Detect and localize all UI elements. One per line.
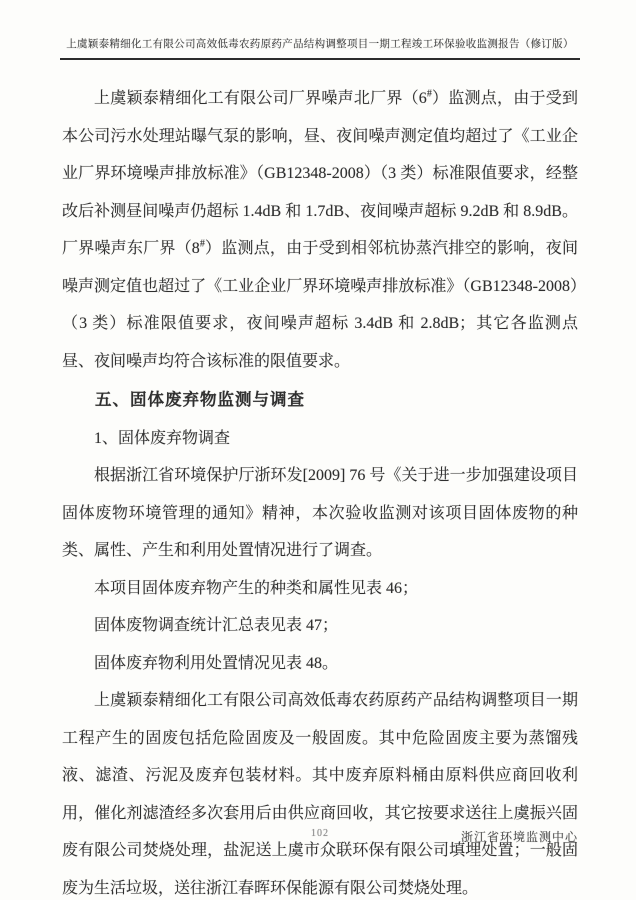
running-header-title: 上虞颖泰精细化工有限公司高效低毒农药原药产品结构调整项目一期工程竣工环保验收监测报告（修订版） [60, 36, 580, 60]
disposal-description-paragraph: 上虞颖泰精细化工有限公司高效低毒农药原药产品结构调整项目一期工程产生的固废包括危险固废及一般固废。其中危险固废主要为蒸馏残液、滤渣、污泥及废弃包装材料。其中废弃原料桶由原料供应商回收利用，催化剂滤渣经多次套用后由供应商回收，其它按要求送往上虞振兴固废有限公司焚烧处理，盐泥送上虞市众联环保有限公司填埋处置；一般固废为生活垃圾，送往浙江春晖环保能源有限公司焚烧处理。 [62, 692, 578, 897]
section-heading-solid-waste: 五、固体废弃物监测与调查 [95, 391, 305, 409]
table-reference-47: 固体废物调查统计汇总表见表 47； [94, 617, 339, 634]
noise-summary-paragraph [62, 80, 578, 380]
noise-text-1: 上虞颖泰精细化工有限公司厂界噪声北厂界（6 [94, 90, 427, 107]
monitor-point-8-superscript: # [199, 238, 205, 250]
page-number: 102 [311, 828, 329, 839]
subsection-heading-solid-waste-survey: 1、固体废弃物调查 [94, 429, 231, 447]
table-reference-48: 固体废弃物利用处置情况见表 48。 [94, 654, 339, 672]
page-footer [62, 828, 578, 852]
survey-basis-paragraph: 根据浙江省环境保护厅浙环发[2009] 76 号《关于进一步加强建设项目固体废物环境管理的通知》精神，本次验收监测对该项目固体废物的种类、属性、产生和利用处置情况进行了调查。 [62, 467, 578, 559]
noise-text-2: ）监测点，由于受到本公司污水处理站曝气泵的影响，昼、夜间噪声测定值均超过了《工业企业厂界环境噪声排放标准》（GB12348-2008）（3 类）标准限值要求，经整改后补测昼间噪声仍超标 1.4dB 和 1.7dB、夜间噪声超标 9.2dB 和 8.9dB。厂界噪声东厂界（8 [62, 90, 578, 257]
footer-organization: 浙江省环境监测中心 [460, 830, 578, 844]
monitor-point-6-superscript: # [426, 88, 432, 100]
table-reference-46: 本项目固体废弃物产生的种类和属性见表 46； [94, 579, 419, 597]
noise-text-3: ）监测点，由于受到相邻杭协蒸汽排空的影响，夜间噪声测定值也超过了《工业企业厂界环境噪声排放标准》（GB12348-2008）（3 类）标准限值要求，夜间噪声超标 3.4dB 和 2.8dB；其它各监测点昼、夜间噪声均符合该标准的限值要求。 [62, 240, 578, 370]
document-body [62, 80, 578, 900]
